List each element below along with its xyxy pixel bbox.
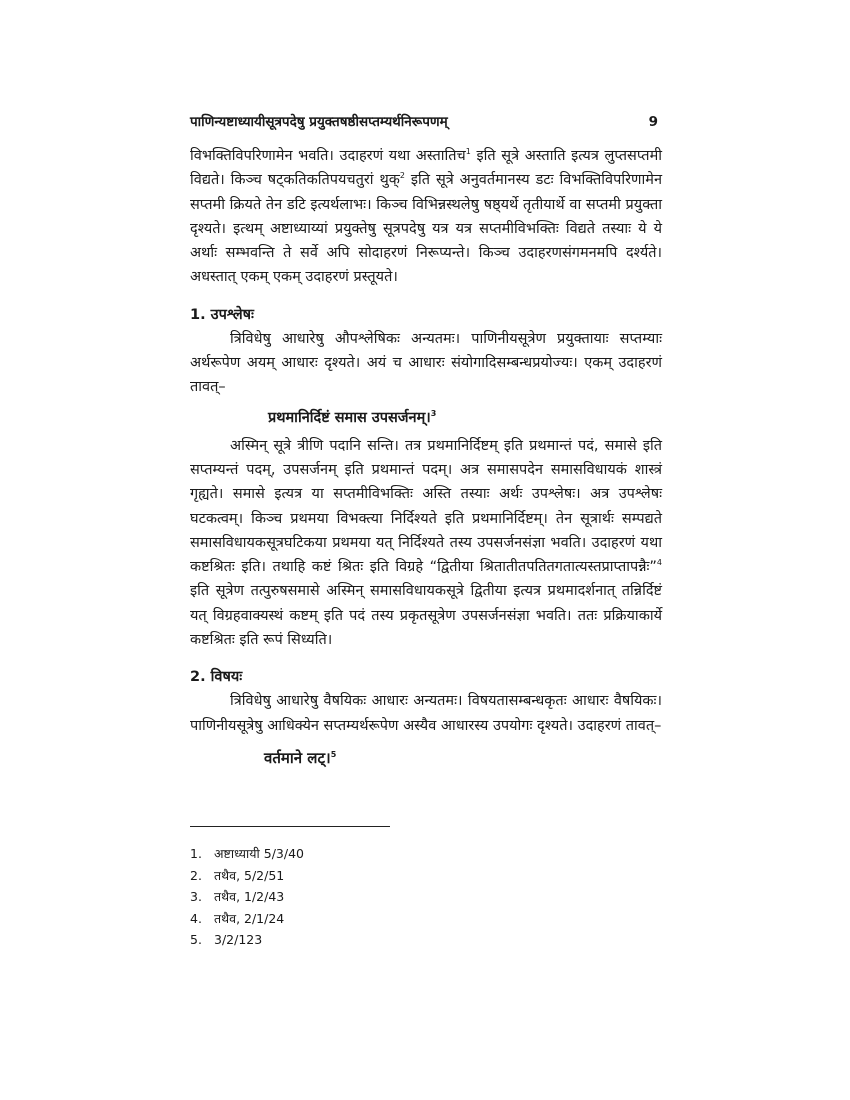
footnote-item [190, 929, 304, 951]
intro-paragraph [190, 144, 662, 290]
intro-text-3: इति सूत्रे अनुवर्तमानस्य डटः विभक्तिविपरिणामेन सप्तमी क्रियते तेन डटि इत्यर्थलाभः। किञ्च विभिन्नस्थलेषु षष्ठ्यर्थे तृतीयार्थे वा सप्तमी प्रयुक्ता दृश्यते। इत्थम् अष्टाध्याय्यां प्रयुक्तेषु सूत्रपदेषु यत्र यत्र सप्तमीविभक्तिः विद्यते तस्याः ये ये अर्थाः सम्भवन्ति ते सर्वे अपि सोदाहरणं निरूप्यन्ते। किञ्च उदाहरणसंगमनमपि दर्श्यते। अधस्तात् एकम् एकम् उदाहरणं प्रस्तूयते। [190, 172, 663, 286]
footnote-number: 2. [190, 867, 202, 883]
section-heading-upashlesha: 1. उपश्लेषः [190, 306, 254, 323]
footnotes [190, 843, 304, 951]
footnote-item [190, 908, 304, 930]
footnote-number: 1. [190, 846, 202, 861]
footnote-item [190, 843, 304, 865]
sutra-vartamane-lat [264, 744, 662, 772]
header-title: पाणिन्यष्टाध्यायीसूत्रपदेषु प्रयुक्तषष्ठीसप्तम्यर्थनिरूपणम् [190, 114, 448, 130]
section1-paragraph-1: त्रिविधेषु आधारेषु औपश्लेषिकः अन्यतमः। पाणिनीयसूत्रेण प्रयुक्तायाः सप्तम्याः अर्थरूपेण अयम् आधारः दृश्यते। अयं च आधारः संयोगादिसम्बन्धप्रयोज्यः। एकम् उदाहरणं तावत्– [190, 330, 662, 396]
page-body [190, 112, 662, 774]
intro-text-1: विभक्तिविपरिणामेन भवति। उदाहरणं यथा अस्तातिच [190, 148, 466, 164]
footnote-divider [190, 826, 390, 827]
footnote-item [190, 886, 304, 908]
section1-paragraph-2 [190, 434, 662, 653]
page-number: 9 [648, 114, 658, 130]
section2-paragraph-1: त्रिविधेषु आधारेषु वैषयिकः आधारः अन्यतमः। विषयतासम्बन्धकृतः आधारः वैषयिकः। पाणिनीयसूत्रेषु आधिक्येन सप्तम्यर्थरूपेण अस्यैव आधारस्य उपयोगः दृश्यते। उदाहरणं तावत्– [190, 693, 662, 734]
footnote-number: 3. [190, 889, 202, 905]
section-heading-vishaya: 2. विषयः [190, 669, 243, 686]
footnote-number: 4. [190, 910, 202, 926]
sutra-prathamanirdishtam [268, 404, 662, 432]
sutra-text: प्रथमानिर्दिष्टं समास उपसर्जनम्। [268, 409, 431, 426]
footnote-ref-3[interactable]: 3 [430, 408, 437, 418]
footnote-ref-1[interactable]: 1 [465, 147, 471, 157]
footnote-text: अष्टाध्यायी 5/3/40 [214, 846, 304, 861]
footnote-ref-4[interactable]: 4 [656, 558, 662, 568]
footnote-ref-2[interactable]: 2 [399, 171, 405, 181]
footnote-item [190, 865, 304, 887]
sutra-text: वर्तमाने लट्। [264, 748, 331, 767]
section1-paragraph-2-text-b: इति सूत्रेण तत्पुरुषसमासे अस्मिन् समासविधायकसूत्रे द्वितीया इत्यत्र प्रथमादर्शनात् तन्निर्दिष्टं यत् विग्रहवाक्यस्थं कष्टम् इति पदं तस्य प्रकृतसूत्रेण उपसर्जनसंज्ञा भवति। ततः प्रक्रियाकार्ये कष्टश्रितः इति रूपं सिध्यति। [190, 583, 662, 649]
intro-text-2: इति सूत्रे अस्ताति इत्यत्र लुप्तसप्तमी विद्यते। किञ्च षट्कतिकतिपयचतुरां थुक् [190, 148, 663, 189]
footnote-text: तथैव, 5/2/51 [214, 867, 285, 883]
footnote-text: तथैव, 2/1/24 [214, 910, 285, 926]
running-header [190, 112, 662, 132]
footnote-text: 3/2/123 [214, 932, 263, 948]
section1-paragraph-2-text-a: अस्मिन् सूत्रे त्रीणि पदानि सन्ति। तत्र प्रथमानिर्दिष्टम् इति प्रथमान्तं पदं, समासे इति सप्तम्यन्तं पदम्, उपसर्जनम् इति प्रथमान्तं पदम्। अत्र समासपदेन समासविधायकं शास्त्रं गृह्यते। समासे इत्यत्र या सप्तमीविभक्तिः अस्ति तस्याः अर्थः उपश्लेषः। अत्र उपश्लेषः घटकत्वम्। किञ्च प्रथमया विभक्त्या निर्दिश्यते इति प्रथमानिर्दिष्टम्। तेन सूत्रार्थः सम्पद्यते समासविधायकसूत्रघटिकया प्रथमया यत् निर्दिश्यते तस्य उपसर्जनसंज्ञा भवति। उदाहरणं यथा कष्टश्रितः इति। तथाहि कष्टं श्रितः इति विग्रहे “द्वितीया श्रितातीतपतितगतात्यस्तप्राप्तापन्नैः” [190, 437, 662, 576]
footnote-ref-5[interactable]: 5 [330, 749, 337, 759]
footnote-number: 5. [190, 932, 202, 948]
footnote-text: तथैव, 1/2/43 [214, 889, 285, 905]
